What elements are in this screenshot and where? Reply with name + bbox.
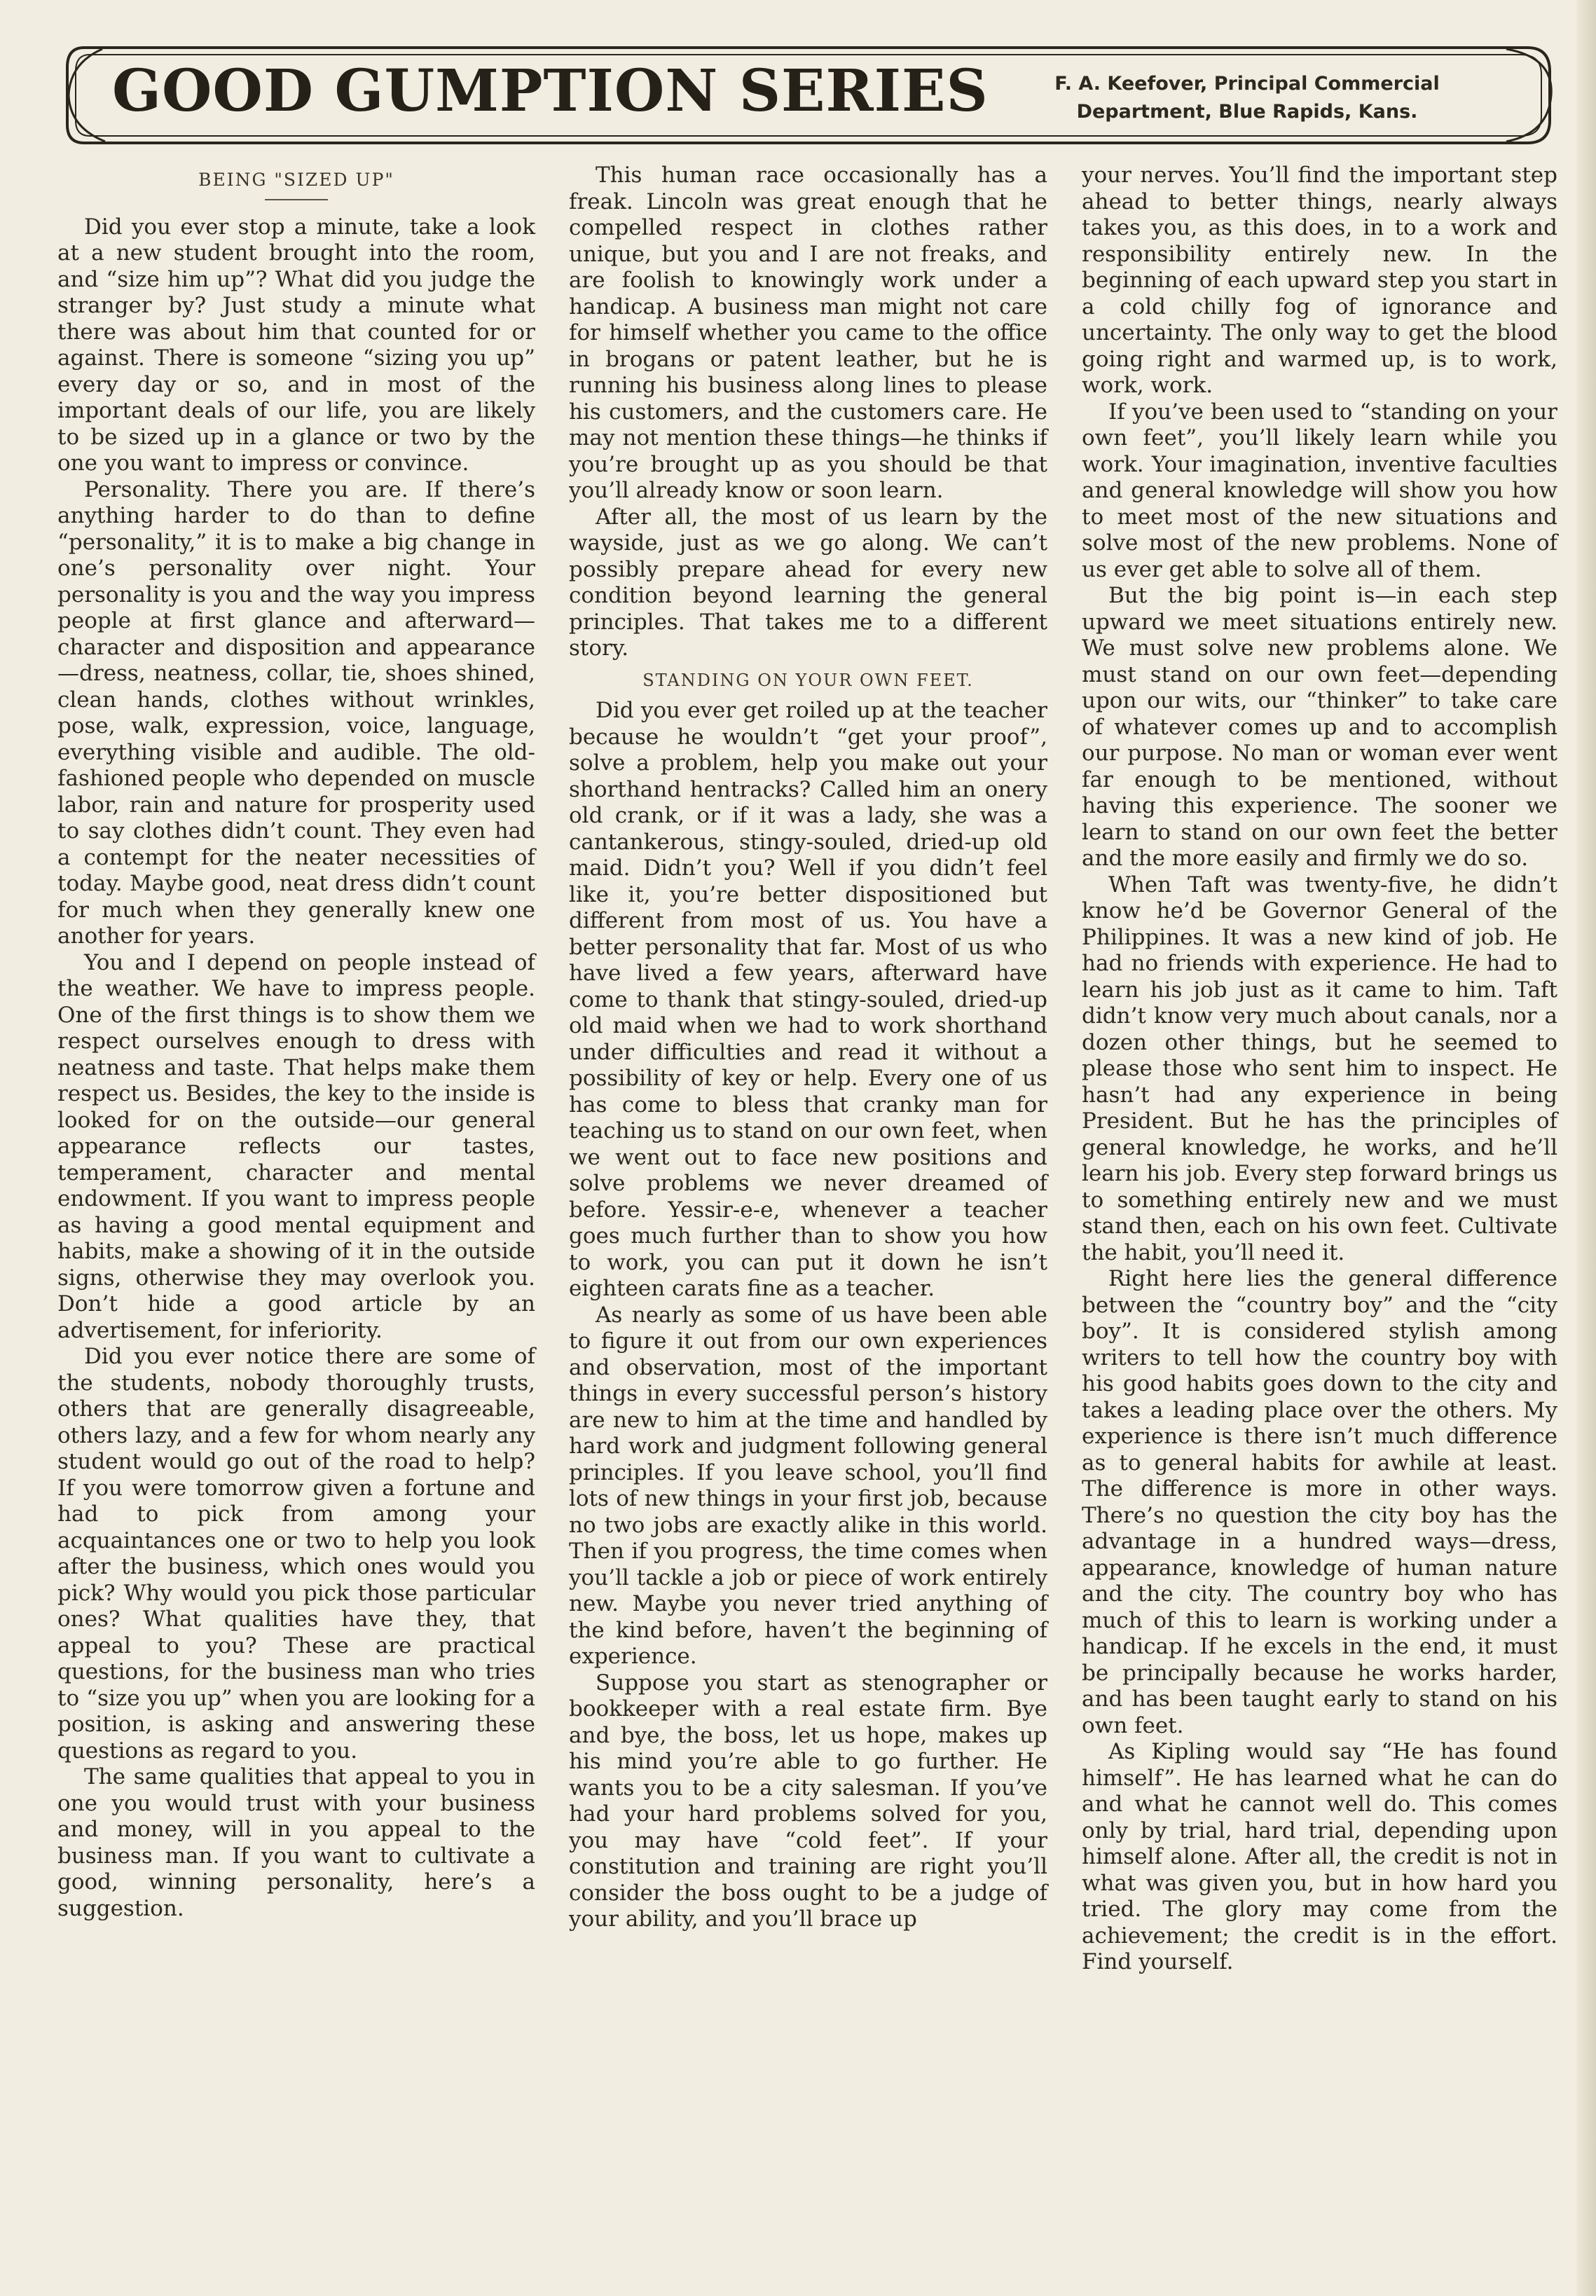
paragraph: Did you ever notice there are some of the students, nobody thoroughly trusts, others that are generally disagreeable, others lazy, and a few for whom nearly any student would go out of the road to help? If you were tomorrow given a fortune and had to pick from among your acquaintances one or two to help you look after the business, which ones would you pick? Why would you pick those particular ones? What qualities have they, that appeal to you? These are practical questions, for the business man who tries to “size you up” when you are looking for a position, is asking and answering these questions as regard to you.: [57, 1344, 535, 1764]
article-heading: BEING "SIZED UP": [198, 170, 394, 190]
paragraph: If you’ve been used to “standing on your own feet”, you’ll likely learn while you work. Your imagination, inventive faculties and general knowledge will show you how to meet most of the new situations and solve most of the new problems. None of us ever get able to solve all of them.: [1082, 399, 1557, 582]
paragraph: After all, the most of us learn by the wayside, just as we go along. We can’t possibly prepare ahead for every new condition beyond learning the general principles. That takes me to a different story.: [569, 504, 1047, 661]
paragraph: Right here lies the general difference between the “country boy” and the “city boy”. It is considered stylish among writers to tell how the country boy with his good habits goes down to the city and takes a leading place over the others. My experience is there isn’t much difference as to general habits for awhile at least. The difference is more in other ways. There’s no question the city boy has the advantage in a hundred ways—dress, appearance, knowledge of human nature and the city. The country boy who has much of this to learn is working under a handicap. If he excels in the end, it must be principally because he works harder, and has been taught early to stand on his own feet.: [1082, 1266, 1557, 1738]
paragraph: This human race occasionally has a freak. Lincoln was great enough that he compelled respect in clothes rather unique, but you and I are not freaks, and are foolish to knowingly work under a handicap. A business man might not care for himself whether you came to the office in brogans or patent leather, but he is running his business along lines to please his customers, and the customers care. He may not mention these things—he thinks if you’re brought up as you should be that you’ll already know or soon learn.: [569, 163, 1047, 503]
column-3: [1082, 163, 1557, 1976]
paragraph: Personality. There you are. If there’s anything harder to do than to define “personality,” it is to make a big change in one’s personality over night. Your personality is you and the way you impress people at first glance and afterward—character and disposition and appearance—dress, neatness, collar, tie, shoes shined, clean hands, clothes without wrinkles, pose, walk, expression, voice, language, everything visible and audible. The old-fashioned people who depended on muscle labor, rain and nature for prosperity used to say clothes didn’t count. They even had a contempt for the neater necessities of today. Maybe good, neat dress didn’t count for much when they generally knew one another for years.: [57, 476, 535, 949]
paragraph: The same qualities that appeal to you in one you would trust with your business and money, will in you appeal to the business man. If you want to cultivate a good, winning personality, here’s a suggestion.: [57, 1764, 535, 1921]
series-banner: [63, 43, 1555, 147]
page-edge-shadow: [1576, 0, 1596, 2296]
paragraph: As Kipling would say “He has found himself”. He has learned what he can do and what he cannot well do. This comes only by trial, hard trial, depending upon himself alone. After all, the credit is not in what was given you, but in how hard you tried. The glory may come from the achievement; the credit is in the effort. Find yourself.: [1082, 1739, 1557, 1974]
paragraph: As nearly as some of us have been able to figure it out from our own experiences and observation, most of the important things in every successful person’s history are new to him at the time and handled by hard work and judgment following general principles. If you leave school, you’ll find lots of new things in your first job, because no two jobs are exactly alike in this world. Then if you progress, the time comes when you’ll tackle a job or piece of work entirely new. Maybe you never tried anything of the kind before, haven’t the beginning of experience.: [569, 1302, 1047, 1669]
credit-line-2: Department, Blue Rapids, Kans.: [1076, 101, 1418, 123]
column-1: [57, 163, 535, 1922]
paragraph: But the big point is—in each step upward we meet situations entirely new. We must solve new problems alone. We must stand on our own feet—depending upon our wits, our “thinker” to take care of whatever comes up and to accomplish our purpose. No man or woman ever went far enough to be mentioned, without having this experience. The sooner we learn to stand on our own feet the better and the more easily and firmly we do so.: [1082, 583, 1557, 871]
column-2: [569, 163, 1047, 1933]
series-title: GOOD GUMPTION SERIES: [112, 57, 989, 125]
paragraph: Did you ever get roiled up at the teacher because he wouldn’t “get your proof”, solve a problem, help you make out your shorthand hentracks? Called him an onery old crank, or if it was a lady, she was a cantankerous, stingy-souled, dried-up old maid. Didn’t you? Well if you didn’t feel like it, you’re better dispositioned but different from most of us. You have a better personality that far. Most of us who have lived a few years, afterward have come to thank that stingy-souled, dried-up old maid when we had to work shorthand under difficulties and read it without a possibility of key or help. Every one of us has come to bless that cranky man for teaching us to stand on our own feet, when we went out to face new positions and solve problems we never dreamed of before. Yessir-e-e, whenever a teacher goes much further than to show you how to work, you can put it down he isn’t eighteen carats fine as a teacher.: [569, 698, 1047, 1301]
paragraph: Suppose you start as stenographer or bookkeeper with a real estate firm. Bye and bye, the boss, let us hope, makes up his mind you’re able to go further. He wants you to be a city salesman. If you’ve had your hard problems solved for you, you may have “cold feet”. If your constitution and training are right you’ll consider the boss ought to be a judge of your ability, and you’ll brace up: [569, 1670, 1047, 1932]
paragraph-continued: your nerves. You’ll find the important step ahead to better things, nearly always takes you, as this does, in to a work and responsibility entirely new. In the beginning of each upward step you start in a cold chilly fog of ignorance and uncertainty. The only way to get the blood going right and warmed up, is to work, work, work.: [1082, 163, 1557, 398]
paragraph: When Taft was twenty-five, he didn’t know he’d be Governor General of the Philippines. It was a new kind of job. He had no friends with experience. He had to learn his job just as it came to him. Taft didn’t know very much about canals, nor a dozen other things, but he seemed to please those who sent him to inspect. He hasn’t had any experience in being President. But he has the principles of general knowledge, he works, and he’ll learn his job. Every step forward brings us to something entirely new and we must stand then, each on his own feet. Cultivate the habit, you’ll need it.: [1082, 872, 1557, 1265]
section-subheading: STANDING ON YOUR OWN FEET.: [642, 670, 974, 690]
credit-line-1: F. A. Keefover, Principal Commercial: [1054, 73, 1440, 95]
heading-rule: [265, 199, 328, 200]
paragraph: You and I depend on people instead of the weather. We have to impress people. One of the first things is to show them we respect ourselves enough to dress with neatness and taste. That helps make them respect us. Besides, the key to the inside is looked for on the outside—our general appearance reflects our tastes, temperament, character and mental endowment. If you want to impress people as having a good mental equipment and habits, make a showing of it in the outside signs, otherwise they may overlook you. Don’t hide a good article by an advertisement, for inferiority.: [57, 949, 535, 1343]
paragraph: Did you ever stop a minute, take a look at a new student brought into the room, and “size him up”? What did you judge the stranger by? Just study a minute what there was about him that counted for or against. There is someone “sizing you up” every day or so, and in most of the important deals of our life, you are likely to be sized up in a glance or two by the one you want to impress or convince.: [57, 214, 535, 476]
author-credit: [967, 70, 1527, 126]
